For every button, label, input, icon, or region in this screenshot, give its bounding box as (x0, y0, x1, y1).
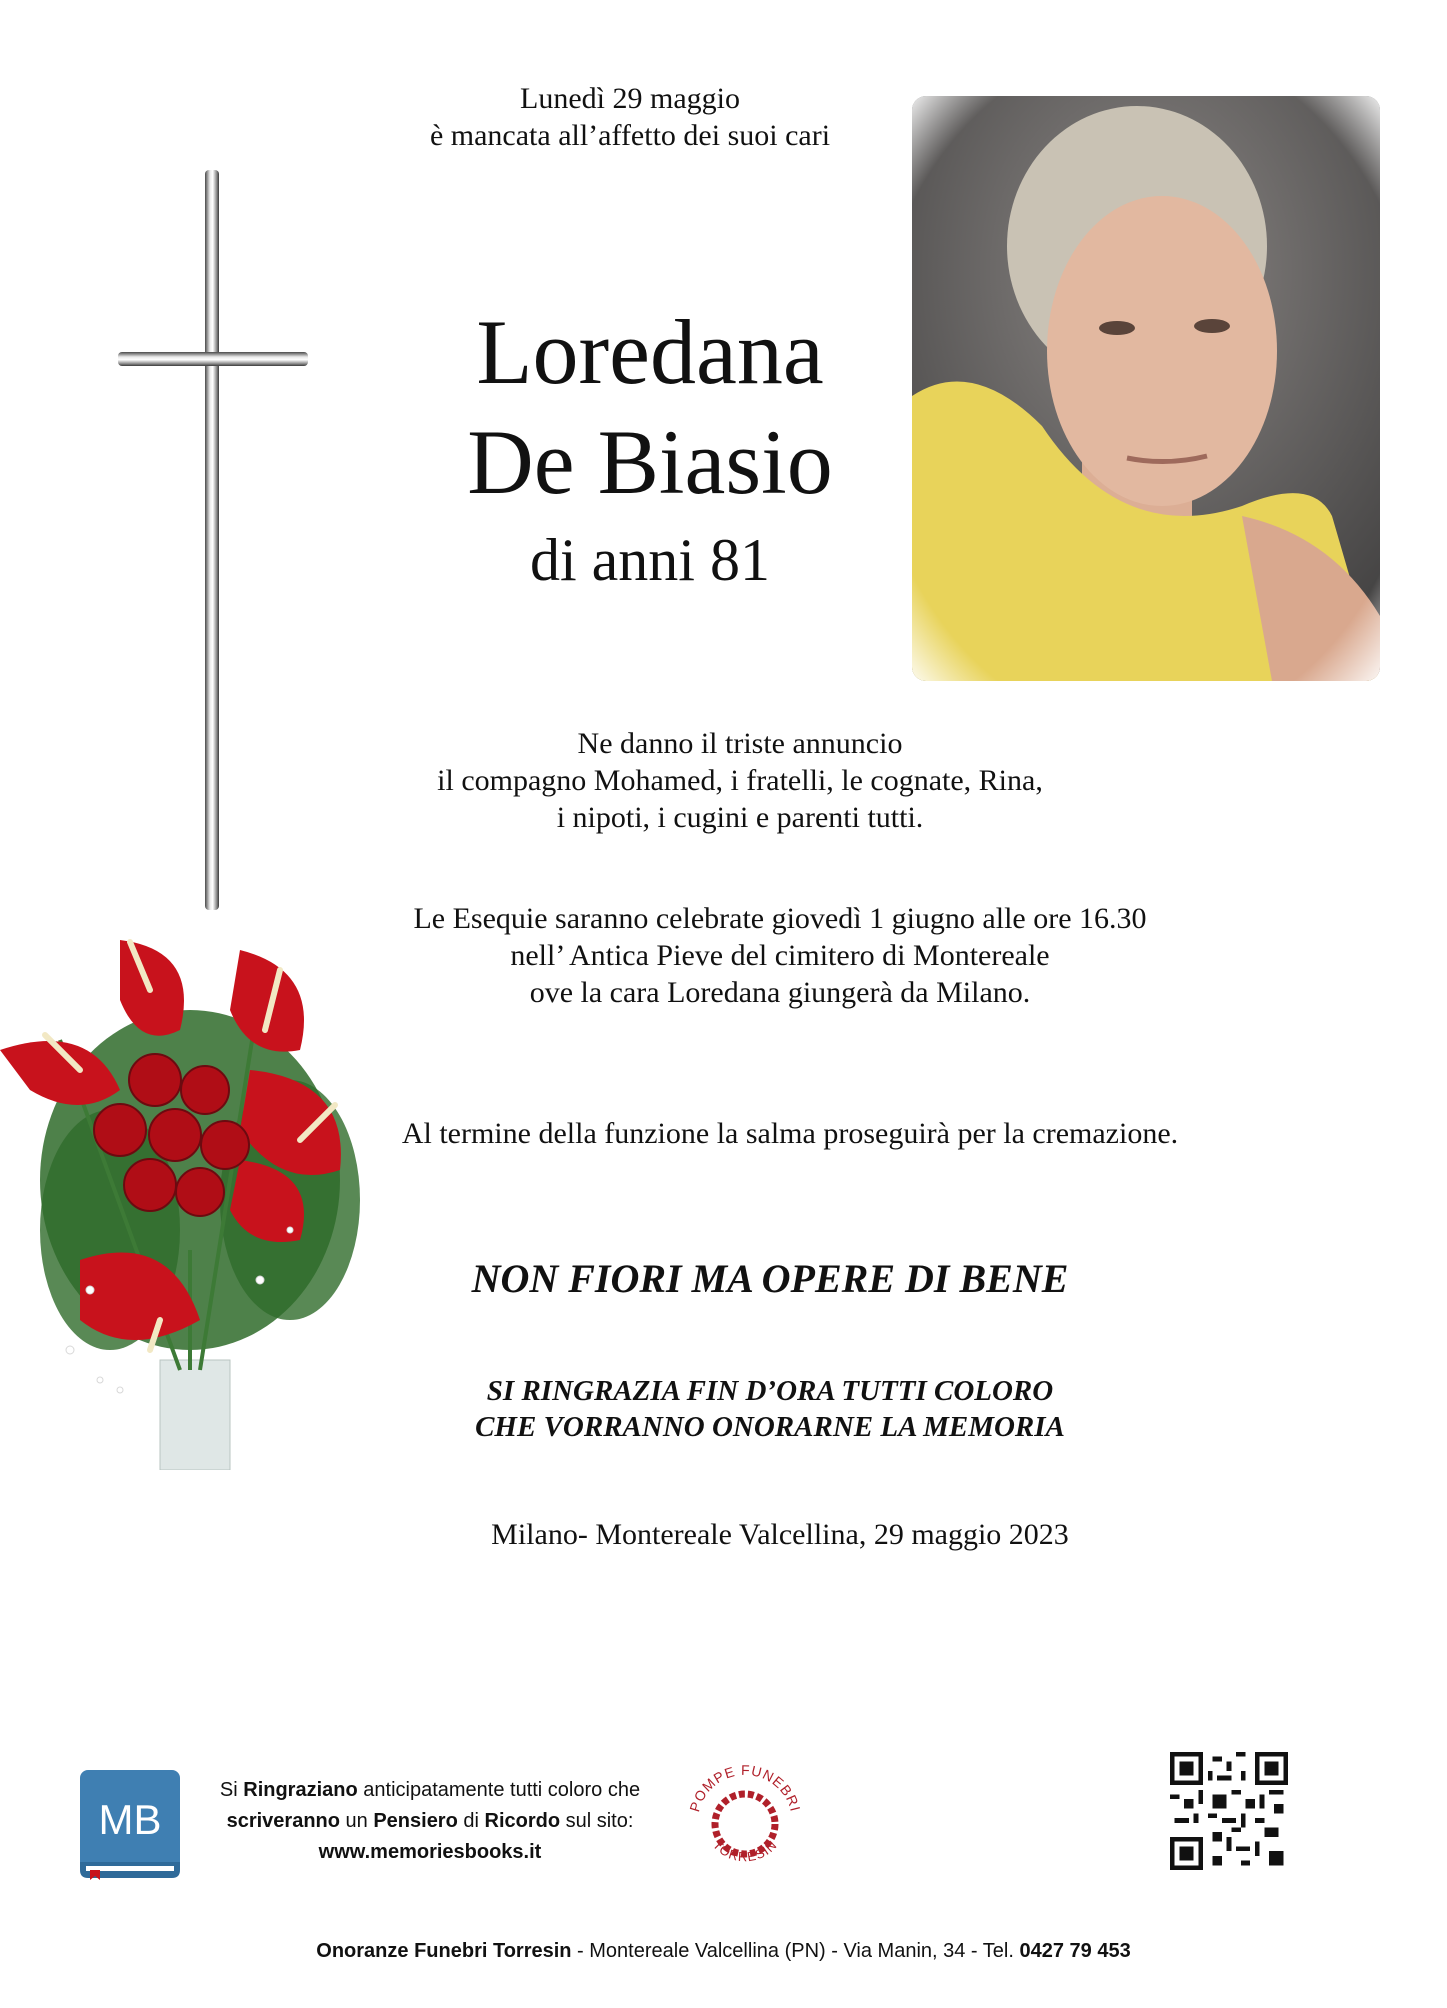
announcement-line: il compagno Mohamed, i fratelli, le cognate, Rina, (437, 764, 1043, 797)
cross-icon (110, 170, 310, 920)
announcement-text (380, 725, 1100, 836)
no-flowers-notice: NON FIORI MA OPERE DI BENE (471, 1256, 1069, 1301)
place-date: Milano- Montereale Valcellina, 29 maggio 2023 (491, 1518, 1069, 1551)
thanks-line: SI RINGRAZIA FIN D’ORA TUTTI COLORO (486, 1375, 1054, 1407)
memoriesbooks-logo[interactable] (80, 1770, 180, 1880)
footer-contact (0, 1940, 1447, 1963)
intro-line-date: Lunedì 29 maggio (520, 82, 740, 115)
footer-company: Onoranze Funebri Torresin (316, 1940, 572, 1962)
portrait-photo (912, 96, 1380, 681)
thanks-notice (380, 1373, 1160, 1445)
seal-top-text: POMPE FUNEBRI (686, 1761, 804, 1814)
funeral-line: nell’ Antica Pieve del cimitero di Montereale (510, 939, 1050, 972)
pompe-funebri-seal-logo (680, 1752, 810, 1882)
qr-code[interactable] (1170, 1752, 1288, 1870)
deceased-last-name: De Biasio (467, 411, 833, 513)
deceased-first-name: Loredana (476, 301, 824, 403)
memories-thanks-text (200, 1775, 660, 1868)
thanks-line: CHE VORRANNO ONORARNE LA MEMORIA (475, 1411, 1065, 1443)
intro-text (380, 80, 880, 154)
seal-bottom-text: TORRESIN (709, 1837, 781, 1865)
funeral-info (360, 900, 1200, 1011)
footer-phone: 0427 79 453 (1019, 1940, 1131, 1962)
memories-url-link[interactable]: www.memoriesbooks.it (318, 1841, 542, 1863)
funeral-line: Le Esequie saranno celebrate giovedì 1 giugno alle ore 16.30 (413, 902, 1147, 935)
mb-logo-text: MB (98, 1796, 162, 1843)
footer-address: - Montereale Valcellina (PN) - Via Manin, 34 - Tel. (571, 1940, 1020, 1962)
deceased-age: di anni 81 (530, 527, 770, 593)
svg-text:TORRESIN (710, 1837, 780, 1864)
announcement-line: i nipoti, i cugini e parenti tutti. (556, 801, 924, 834)
announcement-line: Ne danno il triste annuncio (577, 727, 903, 760)
funeral-line: ove la cara Loredana giungerà da Milano. (529, 976, 1031, 1009)
cremation-notice: Al termine della funzione la salma proseguirà per la cremazione. (401, 1117, 1179, 1150)
intro-line-passing: è mancata all’affetto dei suoi cari (429, 119, 831, 152)
memories-line-2: scriveranno un Pensiero di Ricordo sul sito: (226, 1810, 634, 1832)
memories-line-1: Si Ringraziano anticipatamente tutti coloro che (219, 1779, 641, 1801)
svg-text:POMPE FUNEBRI (686, 1762, 804, 1814)
flower-bouquet-image (0, 930, 400, 1470)
